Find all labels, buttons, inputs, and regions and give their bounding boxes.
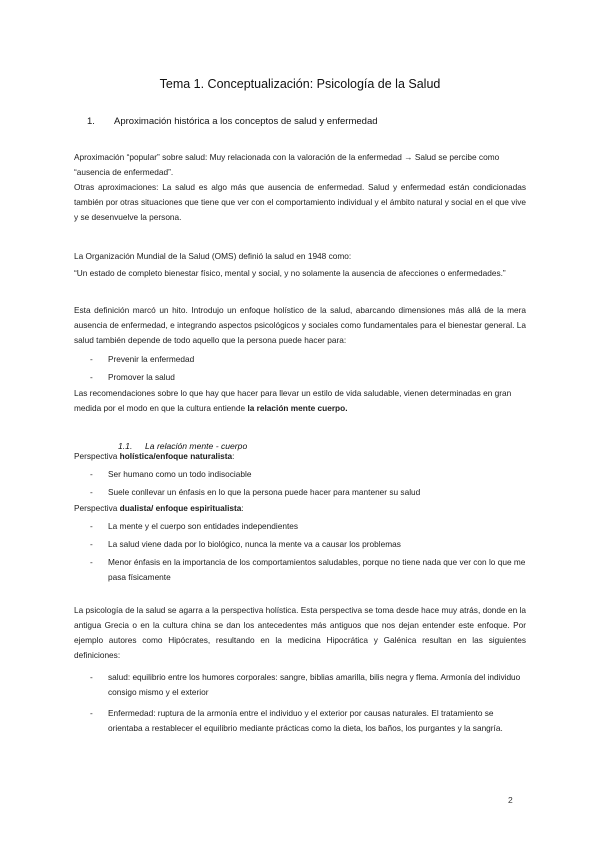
dash-bullet: - (90, 521, 93, 531)
perspectiva-dualista: Perspectiva dualista/ enfoque espiritualista: (74, 503, 244, 513)
list-item: - Enfermedad: ruptura de la armonía entre el individuo y el exterior por causas naturales. El tratamiento se orientaba a restablecer el equilibrio mediante prácticas como la dieta, los baños, los purgantes y la sangría. (90, 708, 503, 733)
dash-bullet: - (90, 539, 93, 549)
paragraph-popular: Aproximación “popular” sobre salud: Muy relacionada con la valoración de la enfermedad → Salud se percibe como “ausencia de enfermedad”. (74, 152, 500, 177)
section-1-1-title: La relación mente - cuerpo (145, 441, 248, 451)
list-item: - Ser humano como un todo indisociable (90, 467, 526, 482)
paragraph-hito: Esta definición marcó un hito. Introdujo un enfoque holístico de la salud, abarcando dimensiones más allá de la mera ausencia de enfermedad, e integrando aspectos psicológicos y sociales como fundamentales para el bienestar general. La salud también depende de todo aquello que la persona puede hacer para: (74, 305, 526, 345)
section-1-number: 1. (87, 116, 95, 127)
list-item: - La mente y el cuerpo son entidades independientes (90, 519, 526, 534)
dash-bullet: - (90, 708, 93, 718)
list-item: - La salud viene dada por lo biológico, nunca la mente va a causar los problemas (90, 537, 526, 552)
paragraph-psicologia-salud: La psicología de la salud se agarra a la perspectiva holística. Esta perspectiva se toma desde hace muy atrás, donde en la antigua Grecia o en la cultura china se dan los antecedentes más antiguos que nos dejan entender este enfoque. Por ejemplo autores como Hipócrates, resultando en la medicina Hipocrática y Galénica resultan en las siguientes definiciones: (74, 605, 526, 660)
page-title: Tema 1. Conceptualización: Psicología de la Salud (159, 77, 441, 91)
dash-bullet: - (90, 372, 93, 382)
dash-bullet: - (90, 469, 93, 479)
dash-bullet: - (90, 557, 93, 567)
section-1-title: Aproximación histórica a los conceptos de salud y enfermedad (114, 116, 378, 127)
perspectiva-holistica: Perspectiva holística/enfoque naturalista: (74, 451, 235, 461)
dash-bullet: - (90, 354, 93, 364)
paragraph-recomendaciones: Las recomendaciones sobre lo que hay que hacer para llevar un estilo de vida saludable, vienen determinadas en gran medida por el modo en que la cultura entiende la relación mente cuerpo. (74, 388, 512, 413)
list-item: - Promover la salud (90, 370, 526, 385)
paragraph-oms: La Organización Mundial de la Salud (OMS) definió la salud en 1948 como: (74, 251, 352, 261)
page-number: 2 (508, 795, 513, 805)
section-1-heading (87, 116, 378, 127)
section-1-1-number: 1.1. (118, 441, 133, 451)
dash-bullet: - (90, 487, 93, 497)
list-item: - Menor énfasis en la importancia de los comportamientos saludables, porque no tiene nada que ver con lo que me pasa físicamente (90, 557, 526, 582)
paragraph-definition: “Un estado de completo bienestar físico, mental y social, y no solamente la ausencia de afecciones o enfermedades.” (74, 268, 506, 278)
list-item: - Prevenir la enfermedad (90, 352, 526, 367)
list-item: - salud: equilibrio entre los humores corporales: sangre, biblias amarilla, bilis negra y flema. Armonía del individuo consigo mismo y el exterior (90, 672, 521, 697)
list-item: - Suele conllevar un énfasis en lo que la persona puede hacer para mantener su salud (90, 485, 526, 500)
paragraph-otras: Otras aproximaciones: La salud es algo más que ausencia de enfermedad. Salud y enfermedad están condicionadas también por otras situaciones que tiene que ver con el comportamiento individual y el ámbito natural y social en el que vive y se desenvuelve la persona. (74, 182, 526, 222)
dash-bullet: - (90, 672, 93, 682)
